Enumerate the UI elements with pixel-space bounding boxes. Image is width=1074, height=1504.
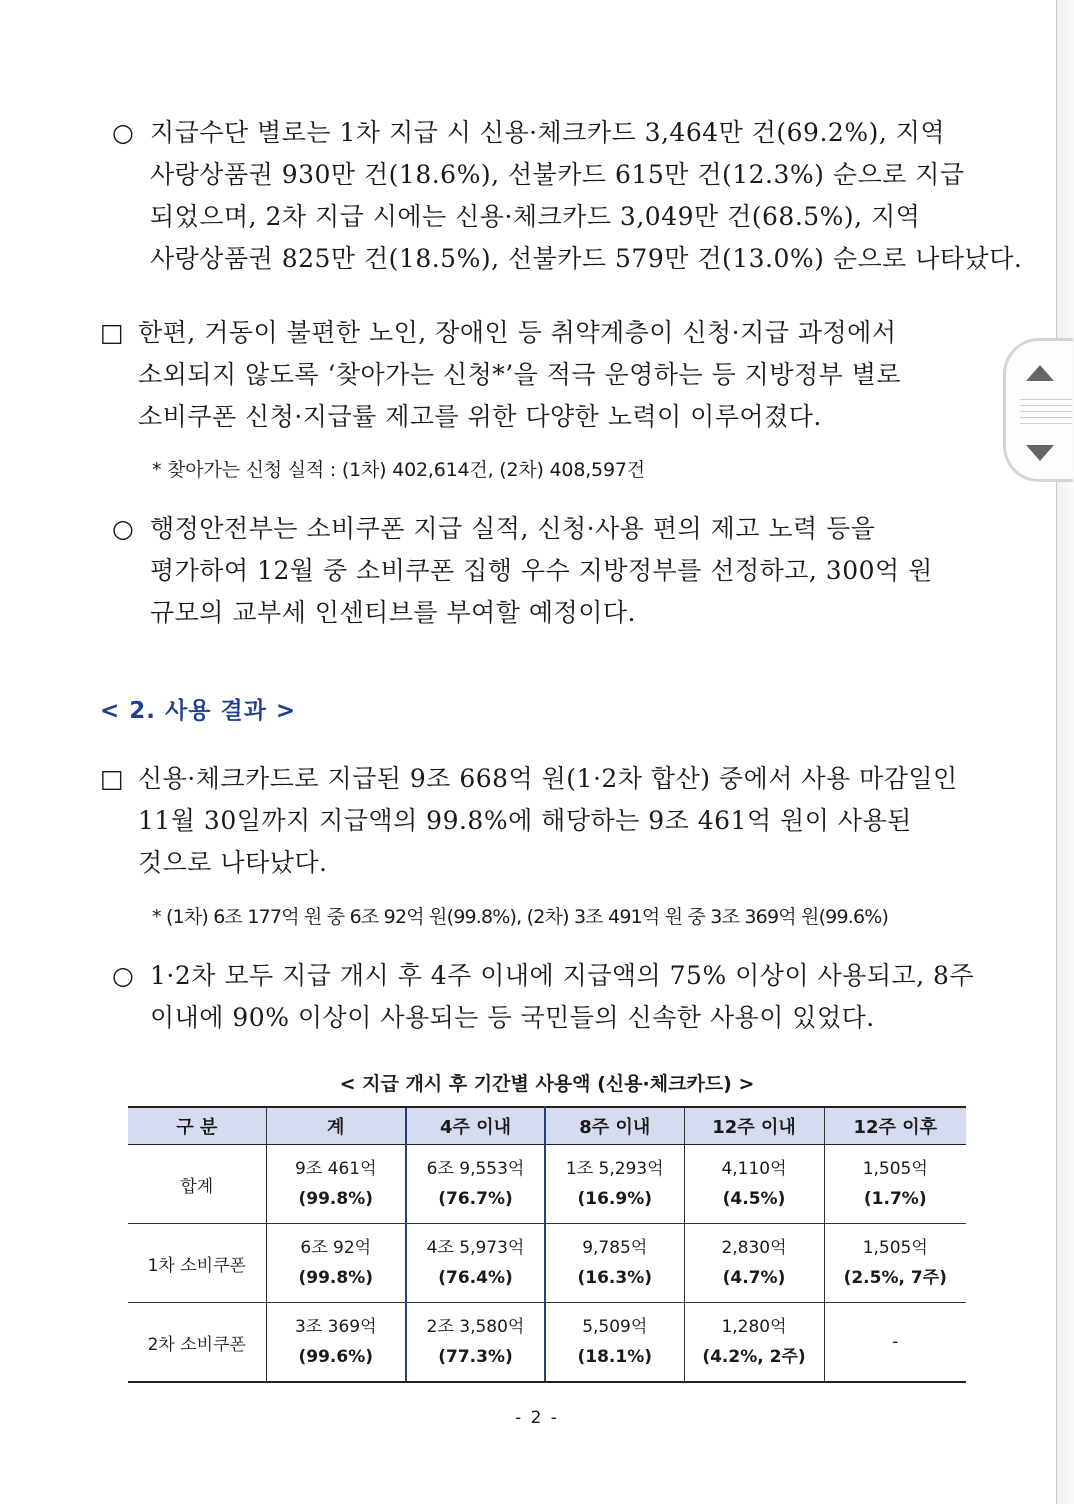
- cell-percent: (4.5%): [722, 1189, 786, 1209]
- paragraph-outreach: [138, 312, 965, 438]
- cell-amount: 3조 369억: [294, 1317, 377, 1337]
- cell-percent: (76.7%): [438, 1189, 513, 1209]
- cell-amount: 6조 9,553억: [426, 1159, 525, 1179]
- cell-percent: (2.5%, 7주): [843, 1268, 947, 1288]
- table-header: 8주 이내: [545, 1107, 684, 1145]
- grip-line: [1020, 411, 1072, 412]
- cell-percent: (77.3%): [438, 1347, 513, 1367]
- cell-percent: (16.3%): [577, 1268, 653, 1288]
- paragraph-line: 1·2차 모두 지급 개시 후 4주 이내에 지급액의 75% 이상이 사용되고, 8주: [150, 961, 975, 990]
- cell-percent: (4.7%): [722, 1268, 786, 1288]
- paragraph-line: 신용·체크카드로 지급된 9조 668억 원(1·2차 합산) 중에서 사용 마감일인: [138, 764, 958, 793]
- cell-amount: 1,280억: [721, 1317, 787, 1337]
- table-cell: [824, 1224, 966, 1303]
- paragraph-line: 행정안전부는 소비쿠폰 지급 실적, 신청·사용 편의 제고 노력 등을: [150, 514, 876, 543]
- circle-bullet: ○: [112, 118, 134, 147]
- page-number: - 2 -: [515, 1408, 559, 1428]
- usage-table: [128, 1106, 966, 1383]
- paragraph-line: 사랑상품권 825만 건(18.5%), 선불카드 579만 건(13.0%) 순으로 나타났다.: [150, 244, 1023, 273]
- cell-amount: 1,505억: [862, 1159, 928, 1179]
- cell-amount: 9조 461억: [294, 1159, 377, 1179]
- table-caption: < 지급 개시 후 기간별 사용액 (신용·체크카드) >: [339, 1073, 755, 1095]
- paragraph-line: 평가하여 12월 중 소비쿠폰 집행 우수 지방정부를 선정하고, 300억 원: [150, 556, 933, 585]
- table-cell: [406, 1303, 545, 1383]
- cell-amount: 2조 3,580억: [426, 1317, 525, 1337]
- grip-line: [1020, 405, 1072, 406]
- cell-percent: (99.8%): [298, 1189, 374, 1209]
- paragraph-line: 소외되지 않도록 ‘찾아가는 신청*’을 적극 운영하는 등 지방정부 별로: [138, 360, 902, 389]
- paragraph-line: 소비쿠폰 신청·지급률 제고를 위한 다양한 노력이 이루어졌다.: [138, 402, 822, 431]
- circle-bullet: ○: [112, 514, 134, 543]
- cell-percent: (1.7%): [863, 1189, 927, 1209]
- square-bullet: □: [100, 318, 124, 347]
- table-cell: [684, 1303, 824, 1383]
- paragraph-fast-usage: [150, 955, 975, 1039]
- grip-line: [1020, 417, 1072, 418]
- table-header: 구 분: [128, 1107, 266, 1145]
- page-margin-shade: [1057, 0, 1074, 1504]
- table-cell: [266, 1145, 406, 1224]
- section-title: < 2. 사용 결과 >: [100, 698, 297, 724]
- scroll-down-icon[interactable]: [1026, 445, 1054, 461]
- cell-amount: 1,505억: [862, 1238, 928, 1258]
- table-row: [128, 1303, 966, 1383]
- cell-percent: (4.2%, 2주): [702, 1347, 806, 1367]
- paragraph-line: 한편, 거동이 불편한 노인, 장애인 등 취약계층이 신청·지급 과정에서: [138, 318, 897, 347]
- paragraph-line: 지급수단 별로는 1차 지급 시 신용·체크카드 3,464만 건(69.2%), 지역: [150, 118, 946, 147]
- circle-bullet: ○: [112, 961, 134, 990]
- table-cell: [266, 1303, 406, 1383]
- cell-amount: 5,509억: [582, 1317, 648, 1337]
- paragraph-line: 것으로 나타났다.: [138, 848, 328, 877]
- paragraph-line: 이내에 90% 이상이 사용되는 등 국민들의 신속한 사용이 있었다.: [150, 1003, 875, 1032]
- paragraph-line: 규모의 교부세 인센티브를 부여할 예정이다.: [150, 598, 636, 627]
- table-header: 12주 이후: [824, 1107, 966, 1145]
- cell-amount: 4,110억: [721, 1159, 787, 1179]
- footnote-usage: * (1차) 6조 177억 원 중 6조 92억 원(99.8%), (2차) 3조 491억 원 중 3조 369억 원(99.6%): [152, 906, 889, 928]
- paragraph-line: 되었으며, 2차 지급 시에는 신용·체크카드 3,049만 건(68.5%), 지역: [150, 202, 921, 231]
- table-header-row: [128, 1107, 966, 1145]
- cell-amount: 4조 5,973억: [426, 1238, 525, 1258]
- footnote-outreach: * 찾아가는 신청 실적 : (1차) 402,614건, (2차) 408,597건: [152, 459, 645, 481]
- cell-percent: (16.9%): [577, 1189, 653, 1209]
- cell-percent: (76.4%): [438, 1268, 513, 1288]
- table-cell: [684, 1145, 824, 1224]
- grip-line: [1020, 423, 1072, 424]
- scroll-up-icon[interactable]: [1026, 365, 1054, 381]
- table-header: 4주 이내: [406, 1107, 545, 1145]
- cell-percent: (99.6%): [298, 1347, 374, 1367]
- table-cell: [406, 1224, 545, 1303]
- grip-line: [1020, 399, 1072, 400]
- table-cell: [545, 1145, 684, 1224]
- cell-amount: 2,830억: [721, 1238, 787, 1258]
- table-cell: [824, 1303, 966, 1383]
- paragraph-line: 사랑상품권 930만 건(18.6%), 선불카드 615만 건(12.3%) 순으로 지급: [150, 160, 965, 189]
- paragraph-line: 11월 30일까지 지급액의 99.8%에 해당하는 9조 461억 원이 사용된: [138, 806, 912, 835]
- cell-percent: (99.8%): [298, 1268, 374, 1288]
- table-header: 계: [266, 1107, 406, 1145]
- paragraph-payment-methods: [150, 112, 1023, 280]
- table-cell: [266, 1224, 406, 1303]
- table-cell: [545, 1224, 684, 1303]
- cell-amount: 6조 92억: [300, 1238, 372, 1258]
- table-cell: [545, 1303, 684, 1383]
- cell-amount: 1조 5,293억: [565, 1159, 664, 1179]
- page-scroll-widget[interactable]: [1003, 338, 1073, 482]
- paragraph-usage-result: [138, 758, 965, 884]
- cell-amount: -: [892, 1332, 899, 1352]
- table-row: [128, 1145, 966, 1224]
- table-cell: [684, 1224, 824, 1303]
- row-label: 합계: [128, 1145, 266, 1224]
- paragraph-incentive: [150, 508, 965, 634]
- row-label: 1차 소비쿠폰: [128, 1224, 266, 1303]
- cell-percent: (18.1%): [577, 1347, 653, 1367]
- table-header: 12주 이내: [684, 1107, 824, 1145]
- table-row: [128, 1224, 966, 1303]
- table-cell: [406, 1145, 545, 1224]
- square-bullet: □: [100, 764, 124, 793]
- cell-amount: 9,785억: [582, 1238, 648, 1258]
- table-cell: [824, 1145, 966, 1224]
- row-label: 2차 소비쿠폰: [128, 1303, 266, 1383]
